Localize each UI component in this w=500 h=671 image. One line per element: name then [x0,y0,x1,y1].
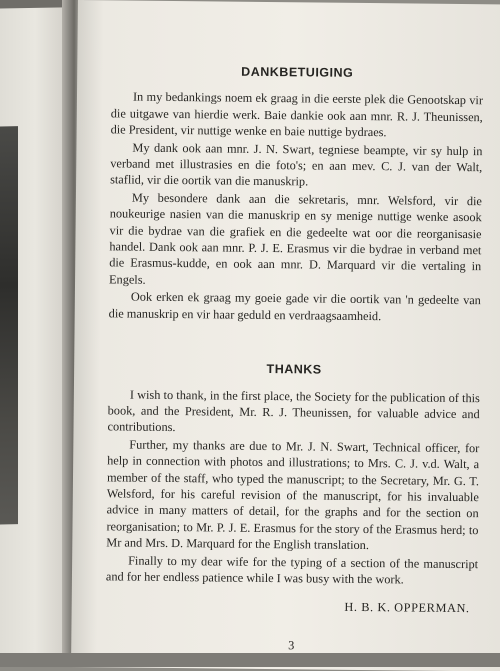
page-number: 3 [288,638,295,653]
afrikaans-paragraph: My dank ook aan mnr. J. N. Swart, tegniese beampte, vir sy hulp in verband met illustrasies en die foto's; en aan mev. C. J. van der Walt, staflid, vir die oortik van die manuskrip. [110,140,483,189]
page-content [105,62,483,655]
afrikaans-paragraph: Ook erken ek graag my goeie gade vir die oortik van 'n gedeelte van die manuskrip en vir haar geduld en verdraagsaamheid. [108,289,481,323]
english-paragraph: Finally to my dear wife for the typing of a section of the manuscript and for her endless patience while I was busy with the work. [105,553,479,587]
afrikaans-heading: DANKBETUIGING [241,64,354,80]
afrikaans-paragraph: In my bedankings noem ek graag in die eerste plek die Genootskap vir die uitgawe van hierdie werk. Baie dankie ook aan mnr. R. J. Theunissen, die President, vir nuttige wenke en baie nuttige bydraes. [110,89,484,140]
afrikaans-paragraph: My besondere dank aan die sekretaris, mnr. Welsford, vir die noukeurige nasien van die manuskrip en sy menige nuttige wenke asook vir die bydrae van die grafiek en die gedeelte wat oor die reorganisasie handel. Dank ook aan mnr. P. J. E. Erasmus vir die bydrae in verband met die Erasmus-kudde, en ook aan mnr. D. Marquard vir die vertaling in Engels. [109,190,482,287]
english-paragraph: I wish to thank, in the first place, the Society for the publication of this book, and the President, Mr. R. J. Theunissen, for valuable advice and contributions. [107,387,480,435]
table-edge [0,653,500,667]
left-page-photo [0,126,18,525]
english-paragraph: Further, my thanks are due to Mr. J. N. Swart, Technical officer, for help in connection with photos and illustrations; to Mrs. C. J. v.d. Walt, a member of the staff, who typed the manuscript; to the Secretary, Mr. G. T. Welsford, for his careful revision of the manuscript, for his invaluable advice in many matters of detail, for the graphs and for the section on reorganisation; to Mr. P. J. E. Erasmus for the story of the Erasmus herd; to Mr and Mrs. D. Marquard for the English translation. [106,437,480,553]
right-page [71,0,500,671]
author-signature: H. B. K. OPPERMAN. [344,600,470,616]
english-heading: THANKS [266,362,322,377]
